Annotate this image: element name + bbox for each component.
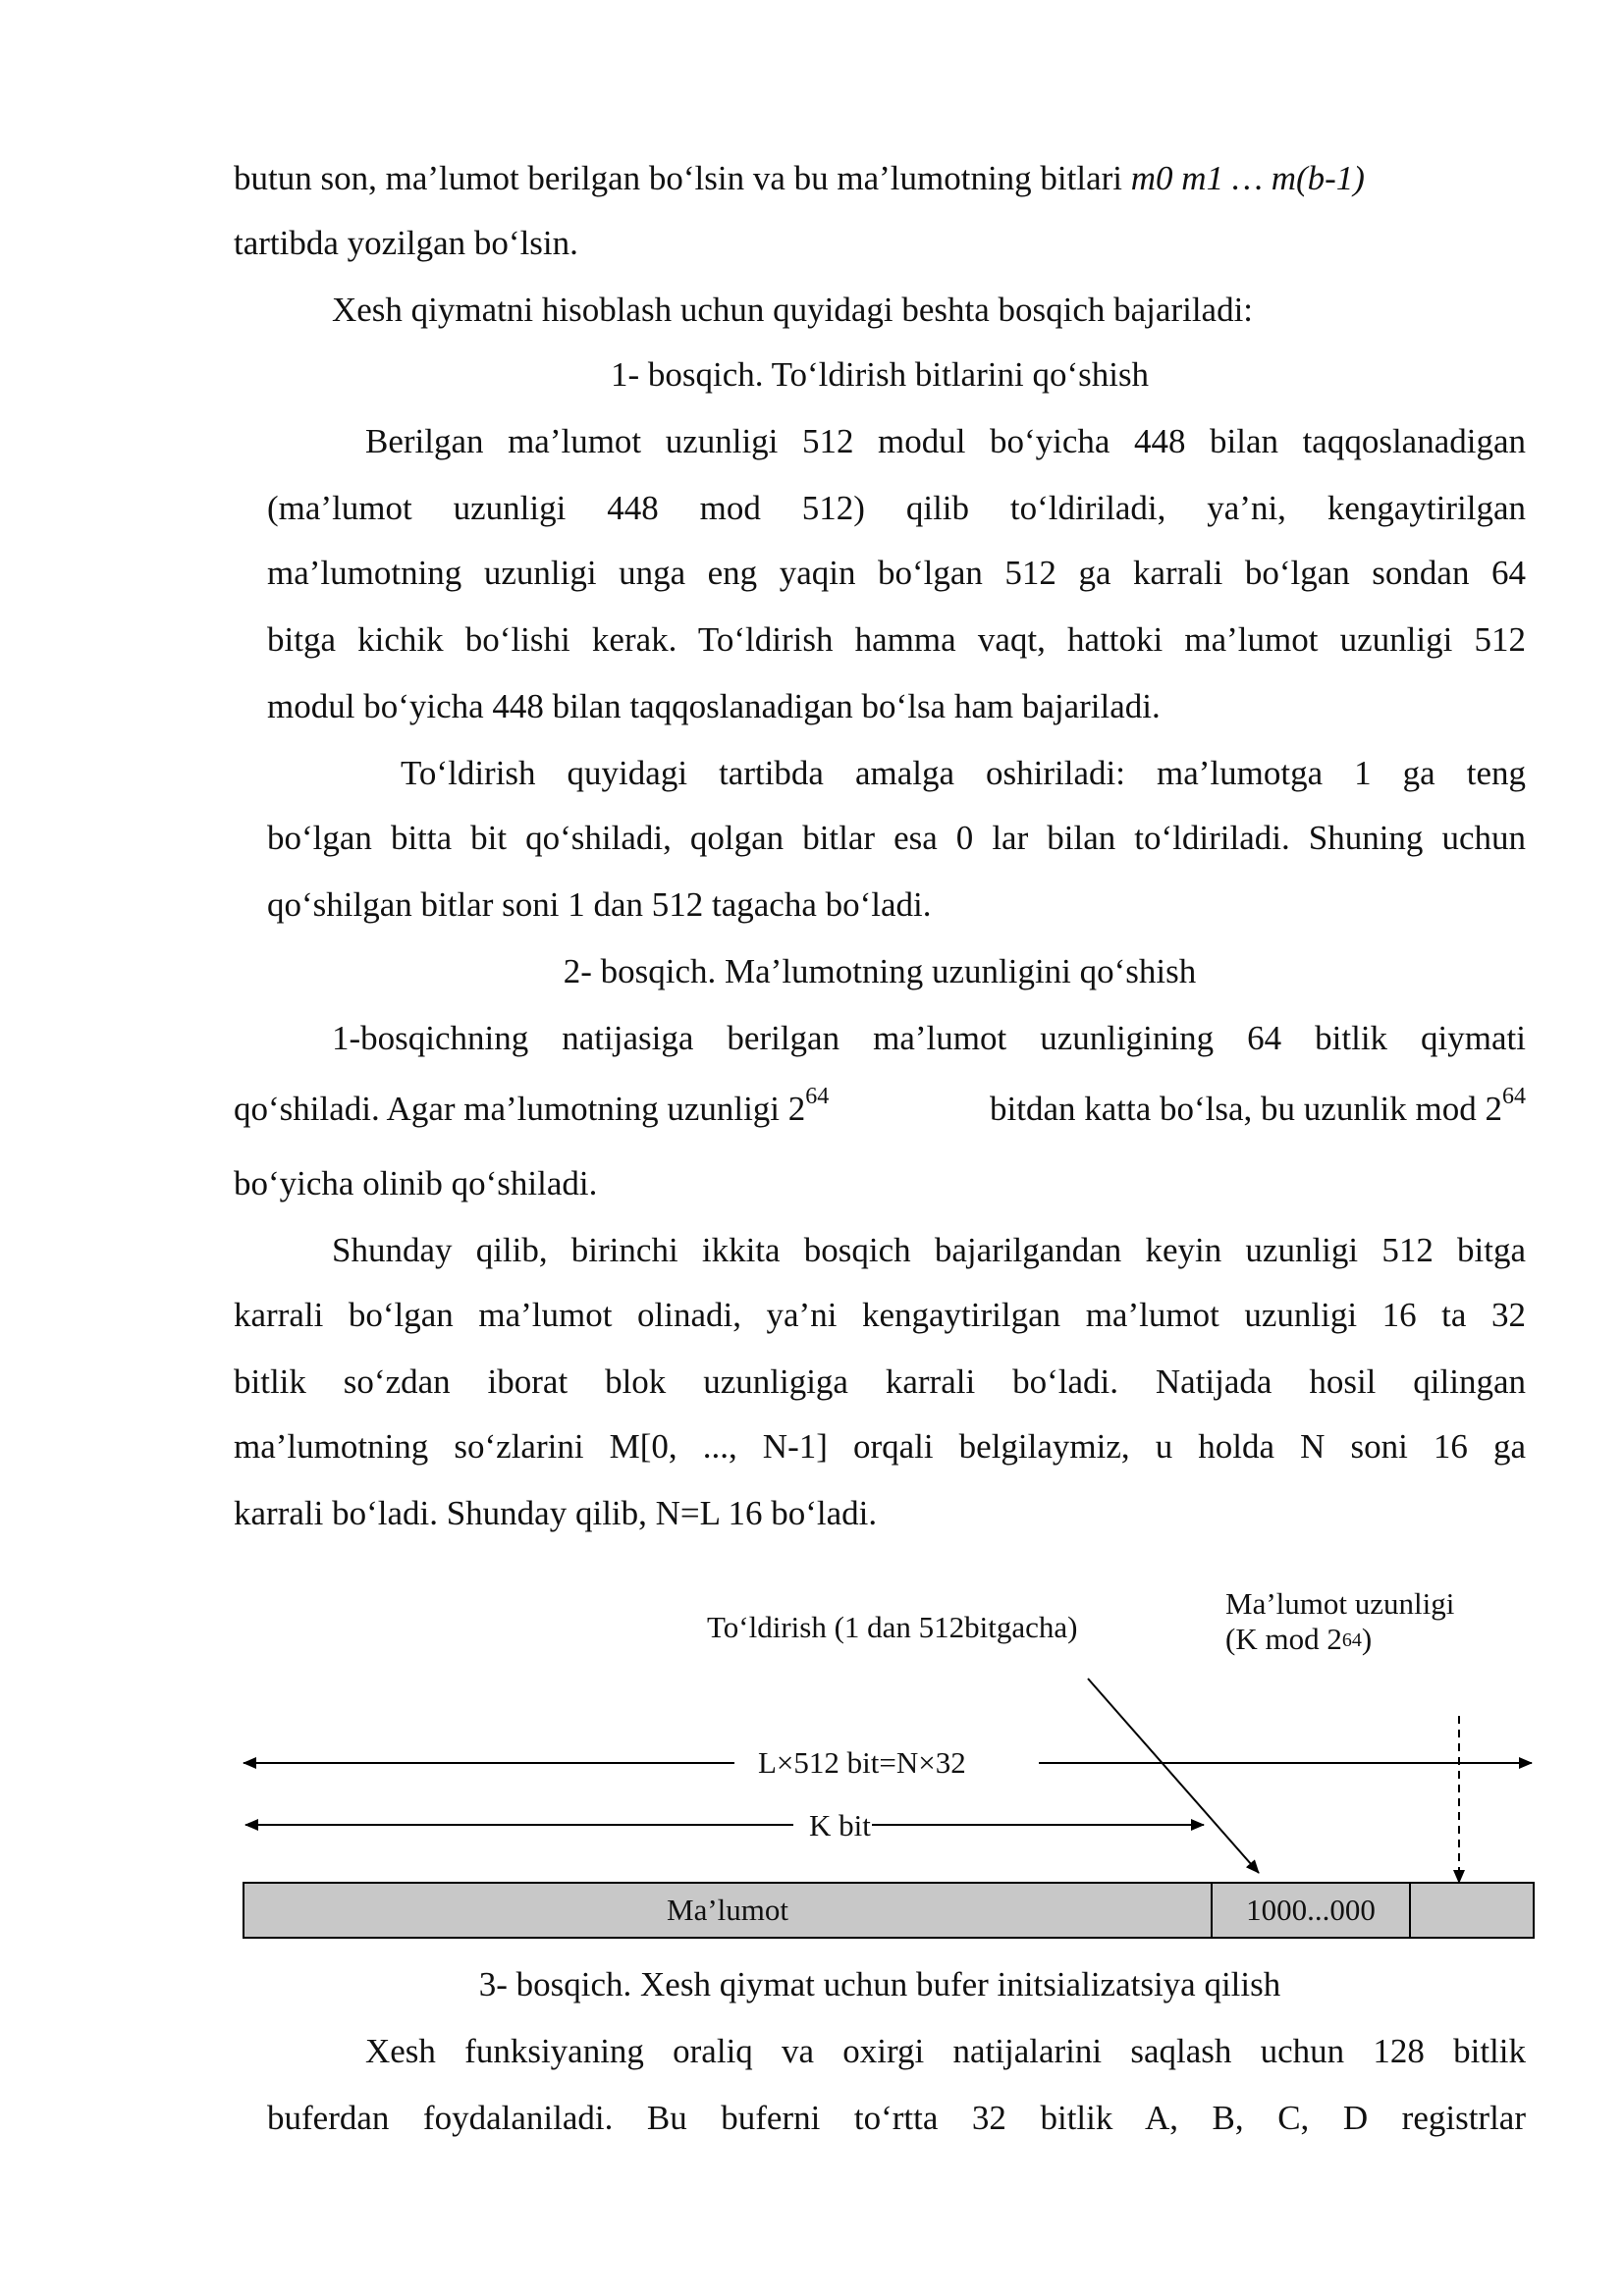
data-block-label: Ma’lumot <box>667 1893 788 1927</box>
text-line: tartibda yozilgan bo‘lsin. <box>234 224 578 262</box>
length-block <box>1410 1883 1534 1938</box>
text-line: qo‘shilgan bitlar soni 1 dan 512 tagacha bo‘ladi. <box>267 885 932 924</box>
text-line: modul bo‘yicha 448 bilan taqqoslanadigan bo‘lsa ham bajariladi. <box>267 687 1161 725</box>
k-bit-label: K bit <box>809 1808 871 1842</box>
text-line: ma’lumotning so‘zlarini M[0, ..., N-1] orqali belgilaymiz, u holda N soni 16 ga <box>234 1427 1526 1466</box>
total-length-label: L×512 bit=N×32 <box>758 1745 966 1780</box>
text-line: bitga kichik bo‘lishi kerak. To‘ldirish hamma vaqt, hattoki ma’lumot uzunligi 512 <box>267 620 1526 659</box>
bit-sequence: m0 m1 … m(b-1) <box>1130 159 1365 197</box>
padding-pointer-arrow <box>1088 1679 1259 1873</box>
text-line: ma’lumotning uzunligi unga eng yaqin bo‘lgan 512 ga karrali bo‘lgan sondan 64 <box>267 554 1526 592</box>
text-line: karrali bo‘ladi. Shunday qilib, N=L 16 bo‘ladi. <box>234 1494 878 1532</box>
length-label: Ma’lumot uzunligi (K mod 264) <box>1225 1586 1455 1656</box>
text-line: qo‘shiladi. Agar ma’lumotning uzunligi $2^{64}$ bitdan katta bo‘lsa, bu uzunlik mod $2^{64}$ <box>234 1084 1526 1128</box>
text-line: bo‘lgan bitta bit qo‘shiladi, qolgan bitlar esa 0 lar bilan to‘ldiriladi. Shuning uchun <box>267 819 1526 857</box>
text-line: bo‘yicha olinib qo‘shiladi. <box>234 1164 598 1202</box>
step3-heading: 3- bosqich. Xesh qiymat uchun bufer initsializatsiya qilish <box>478 1965 1281 2003</box>
padding-label: To‘ldirish (1 dan 512bitgacha) <box>707 1610 1078 1644</box>
text-line: 1-bosqichning natijasiga berilgan ma’lumot uzunligining 64 bitlik qiymati <box>332 1019 1526 1057</box>
text-line: buferdan foydalaniladi. Bu buferni to‘rtta 32 bitlik A, B, C, D registrlar <box>267 2099 1526 2137</box>
text-line: (ma’lumot uzunligi 448 mod 512) qilib to‘ldiriladi, ya’ni, kengaytirilgan <box>267 489 1526 527</box>
text-line: Berilgan ma’lumot uzunligi 512 modul bo‘yicha 448 bilan taqqoslanadigan <box>365 422 1526 460</box>
step1-heading: 1- bosqich. To‘ldirish bitlarini qo‘shish <box>610 355 1150 394</box>
padding-block-label: 1000...000 <box>1246 1893 1376 1927</box>
text-line: Xesh funksiyaning oraliq va oxirgi natijalarini saqlash uchun 128 bitlik <box>365 2032 1526 2070</box>
text-line: Xesh qiymatni hisoblash uchun quyidagi beshta bosqich bajariladi: <box>332 291 1254 329</box>
text-line: butun son, ma’lumot berilgan bo‘lsin va bu ma’lumotning bitlari m0 m1 … m(b-1) <box>234 159 1365 197</box>
text-line: To‘ldirish quyidagi tartibda amalga oshiriladi: ma’lumotga 1 ga teng <box>401 754 1526 792</box>
text-line: karrali bo‘lgan ma’lumot olinadi, ya’ni kengaytirilgan ma’lumot uzunligi 16 ta 32 <box>234 1296 1526 1334</box>
text-line: Shunday qilib, birinchi ikkita bosqich bajarilgandan keyin uzunligi 512 bitga <box>332 1231 1526 1269</box>
text-line: bitlik so‘zdan iborat blok uzunligiga karrali bo‘ladi. Natijada hosil qilingan <box>234 1362 1526 1401</box>
step2-heading: 2- bosqich. Ma’lumotning uzunligini qo‘shish <box>563 952 1197 990</box>
